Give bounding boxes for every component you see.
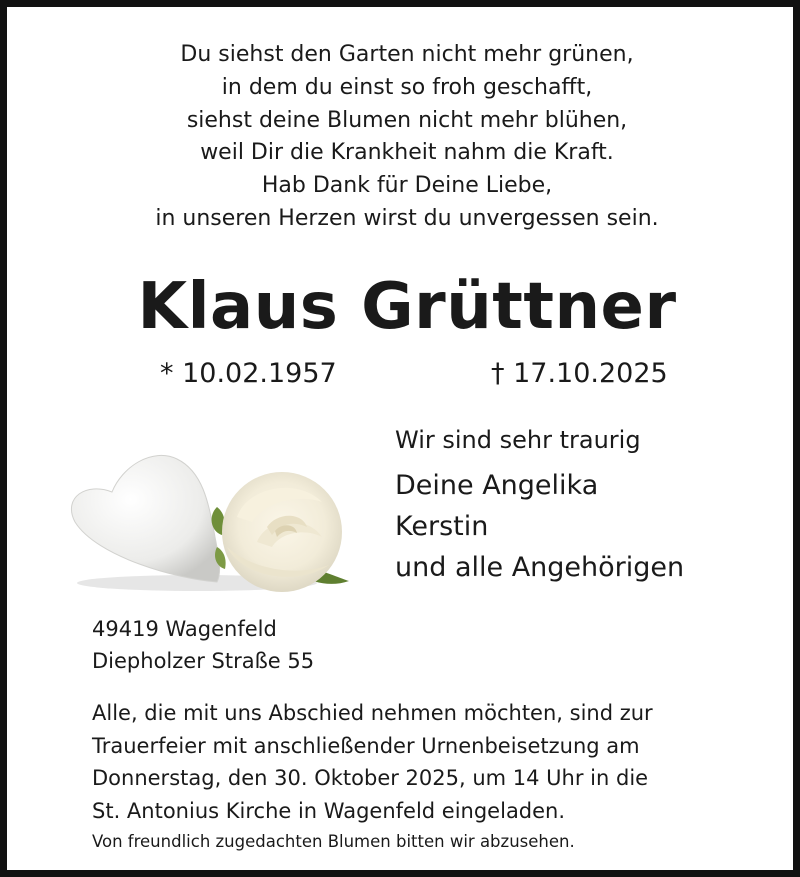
poem-line: weil Dir die Krankheit nahm die Kraft.	[200, 140, 614, 166]
invitation-line: Trauerfeier mit anschließender Urnenbeisetzung am	[92, 733, 640, 758]
address-line: Diepholzer Straße 55	[92, 649, 315, 673]
poem-line: siehst deine Blumen nicht mehr blühen,	[186, 107, 628, 133]
death-date: † 17.10.2025	[491, 358, 668, 389]
invitation-line: Donnerstag, den 30. Oktober 2025, um 14 Uhr in die	[92, 766, 649, 790]
flowers-note: Von freundlich zugedachten Blumen bitten wir abzusehen.	[92, 832, 575, 851]
deceased-name: Klaus Grüttner	[137, 270, 677, 344]
address	[92, 613, 314, 677]
white-heart-and-rose-icon	[67, 447, 357, 597]
poem-line: Hab Dank für Deine Liebe,	[261, 173, 553, 199]
mourning-statement: Wir sind sehr traurig	[395, 426, 641, 454]
mourner-name: Deine Angelika	[395, 470, 599, 501]
poem-line: in dem du einst so froh geschafft,	[221, 74, 593, 100]
poem-line: in unseren Herzen wirst du unvergessen sein.	[155, 205, 659, 231]
funeral-invitation	[92, 697, 653, 827]
mourner-name: Kerstin	[395, 511, 489, 542]
mourner-name: und alle Angehörigen	[395, 552, 685, 583]
invitation-line: St. Antonius Kirche in Wagenfeld eingeladen.	[92, 798, 566, 823]
poem	[7, 39, 800, 236]
mourners-list	[395, 465, 684, 588]
birth-date: * 10.02.1957	[160, 358, 337, 389]
invitation-line: Alle, die mit uns Abschied nehmen möchten, sind zur	[92, 701, 653, 725]
address-line: 49419 Wagenfeld	[92, 617, 277, 641]
poem-line: Du siehst den Garten nicht mehr grünen,	[180, 42, 634, 67]
